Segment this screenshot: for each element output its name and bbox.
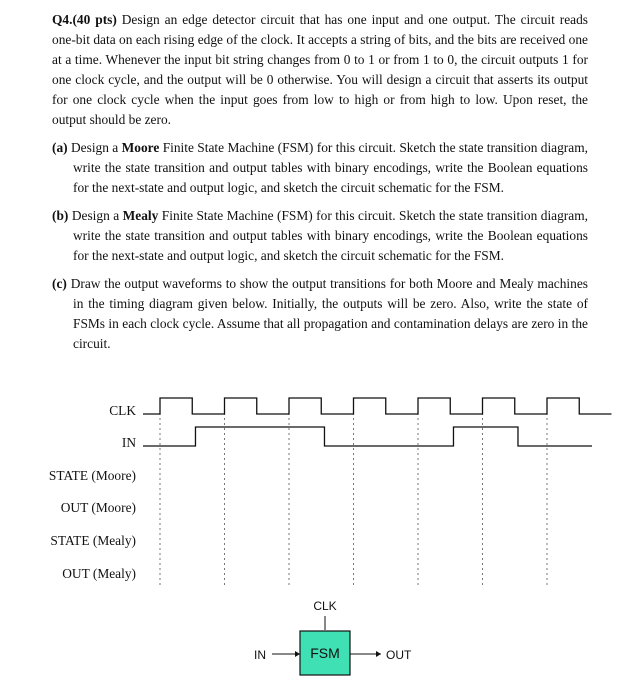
question-points: (40 pts) bbox=[72, 12, 117, 27]
part-b-text: Finite State Machine (FSM) for this circuit. Sketch the state transition diagram, write the state transition and output tables with binary encodings, write the Boolean equations for the next-state and output logic, and sketch the circuit schematic for the FSM. bbox=[73, 208, 588, 263]
part-c-text: Draw the output waveforms to show the output transitions for both Moore and Mealy machines in the timing diagram given below. Initially, the outputs will be zero. Also, write the state of FSMs in each clock cycle. Assume that all propagation and contamination delays are zero in the circuit. bbox=[70, 276, 588, 351]
part-b-bold: Mealy bbox=[122, 208, 159, 223]
question-number: Q4. bbox=[52, 12, 73, 27]
question-body: Design an edge detector circuit that has one input and one output. The circuit reads one-bit data on each rising edge of the clock. It accepts a string of bits, and the bits are received one at a time. Whenever the input bit string changes from 0 to 1 or from 1 to 0, the circuit outputs 1 for one clock cycle, and the output will be 0 otherwise. You will design a circuit that asserts its output for one clock cycle when the input goes from low to high or from high to low. Upon reset, the output should be zero. bbox=[52, 12, 588, 127]
in-waveform bbox=[143, 427, 592, 446]
part-c-label: (c) bbox=[52, 276, 67, 291]
fsm-label: FSM bbox=[310, 645, 340, 661]
part-a-label: (a) bbox=[52, 140, 68, 155]
signal-label-out-moore: OUT (Moore) bbox=[60, 500, 136, 515]
block-out-label: OUT bbox=[386, 648, 412, 662]
part-a-text: Finite State Machine (FSM) for this circuit. Sketch the state transition diagram, write the state transition and output tables with binary encodings, write the Boolean equations for the next-state and output logic, and sketch the circuit schematic for the FSM. bbox=[73, 140, 588, 195]
signal-label-in: IN bbox=[121, 435, 136, 450]
part-a-bold: Moore bbox=[121, 140, 160, 155]
clk-waveform bbox=[143, 398, 612, 414]
part-a-pre: Design a bbox=[71, 140, 119, 155]
part-b-pre: Design a bbox=[71, 208, 120, 223]
block-out-arrow-icon bbox=[376, 651, 381, 657]
signal-label-state-moore: STATE (Moore) bbox=[48, 468, 136, 483]
signal-label-out-mealy: OUT (Mealy) bbox=[62, 566, 136, 581]
block-in-arrow-icon bbox=[295, 651, 300, 657]
signal-label-state-mealy: STATE (Mealy) bbox=[50, 533, 136, 548]
block-clk-label: CLK bbox=[313, 599, 337, 613]
signal-label-clk: CLK bbox=[109, 403, 136, 418]
block-in-label: IN bbox=[254, 648, 266, 662]
part-b-label: (b) bbox=[52, 208, 69, 223]
